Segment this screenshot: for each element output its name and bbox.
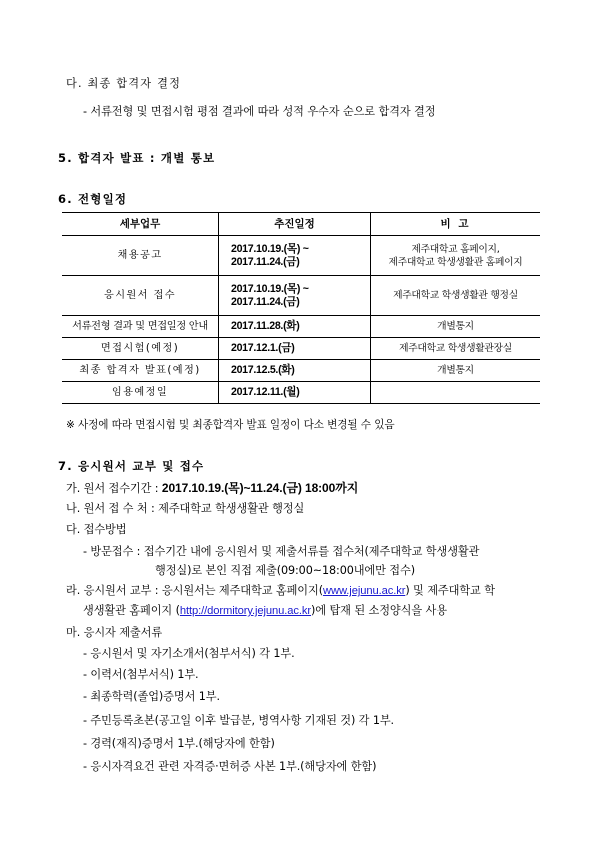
- place-line: 나. 원서 접 수 처 : 제주대학교 학생생활관 행정실: [66, 502, 305, 515]
- docs-heading: 마. 응시자 제출서류: [66, 626, 163, 639]
- cell-date: 2017.12.11.(월): [219, 382, 371, 404]
- method-heading: 다. 접수방법: [66, 523, 127, 536]
- list-item: - 이력서(첨부서식) 1부.: [83, 668, 199, 681]
- list-item: - 경력(재직)증명서 1부.(해당자에 한함): [83, 737, 275, 750]
- cell-date: 2017.10.19.(목) ~ 2017.11.24.(금): [219, 276, 371, 316]
- header-date: 추진일정: [219, 213, 371, 236]
- section-d-heading: 다. 최종 합격자 결정: [66, 77, 182, 90]
- cell-date: 2017.12.5.(화): [219, 360, 371, 382]
- list-item: - 응시원서 및 자기소개서(첨부서식) 각 1부.: [83, 647, 295, 660]
- cell-note: 제주대학교 학생생활관 행정실: [371, 276, 541, 316]
- table-row: [62, 316, 540, 338]
- dormitory-link[interactable]: http://dormitory.jejunu.ac.kr: [179, 605, 312, 617]
- cell-task: 최종 합격자 발표(예정): [62, 360, 219, 382]
- list-item: - 응시자격요건 관련 자격증·면허증 사본 1부.(해당자에 한함): [83, 760, 377, 773]
- cell-task: 채용공고: [62, 236, 219, 276]
- section-d-item: - 서류전형 및 면접시험 평점 결과에 따라 성적 우수자 순으로 합격자 결정: [83, 105, 436, 118]
- cell-task: 응시원서 접수: [62, 276, 219, 316]
- issue-line1: [66, 582, 495, 598]
- cell-note: 제주대학교 홈페이지, 제주대학교 학생생활관 홈페이지: [371, 236, 541, 276]
- issue-text1: 라. 응시원서 교부 : 응시원서는 제주대학교 홈페이지(: [66, 584, 323, 597]
- cell-note: 개별통지: [371, 316, 541, 338]
- cell-note: 개별통지: [371, 360, 541, 382]
- table-row: [62, 276, 540, 316]
- cell-date: 2017.12.1.(금): [219, 338, 371, 360]
- cell-note: 제주대학교 학생생활관장실: [371, 338, 541, 360]
- section7-title: 7. 응시원서 교부 및 접수: [58, 459, 205, 473]
- cell-date: 2017.10.19.(목) ~ 2017.11.24.(금): [219, 236, 371, 276]
- table-header-row: [62, 213, 540, 236]
- cell-task: 서류전형 결과 및 면접일정 안내: [62, 316, 219, 338]
- homepage-link[interactable]: www.jejunu.ac.kr: [322, 585, 406, 597]
- period-value: 2017.10.19.(목)~11.24.(금) 18:00까지: [161, 481, 359, 495]
- period-line: [66, 479, 358, 496]
- issue-text2: ) 및 제주대학교 학: [405, 584, 495, 597]
- method-line2: 행정실)로 본인 직접 제출(09:00~18:00내에만 접수): [155, 564, 415, 577]
- issue-line2: [83, 602, 447, 618]
- schedule-footnote: ※ 사정에 따라 면접시험 및 최종합격자 발표 일정이 다소 변경될 수 있음: [66, 419, 395, 431]
- header-note: 비 고: [371, 213, 541, 236]
- header-task: 세부업무: [62, 213, 219, 236]
- table-row: [62, 360, 540, 382]
- issue-text4: )에 탑재 된 소정양식을 사용: [311, 604, 447, 617]
- section5-title: 5. 합격자 발표 : 개별 통보: [58, 151, 216, 165]
- list-item: - 최종학력(졸업)증명서 1부.: [83, 690, 220, 703]
- list-item: - 주민등록초본(공고일 이후 발급분, 병역사항 기재된 것) 각 1부.: [83, 714, 395, 727]
- cell-date: 2017.11.28.(화): [219, 316, 371, 338]
- table-row: [62, 236, 540, 276]
- schedule-table: [62, 212, 540, 404]
- method-line1: - 방문접수 : 접수기간 내에 응시원서 및 제출서류를 접수처(제주대학교 학생생활관: [83, 545, 480, 558]
- period-label: 가. 원서 접수기간 :: [66, 482, 162, 495]
- table-row: [62, 338, 540, 360]
- cell-task: 면접시험(예정): [62, 338, 219, 360]
- issue-text3: 생생활관 홈페이지 (: [83, 604, 180, 617]
- cell-task: 임용예정일: [62, 382, 219, 404]
- cell-note: [371, 382, 541, 404]
- table-row: [62, 382, 540, 404]
- section6-title: 6. 전형일정: [58, 192, 128, 206]
